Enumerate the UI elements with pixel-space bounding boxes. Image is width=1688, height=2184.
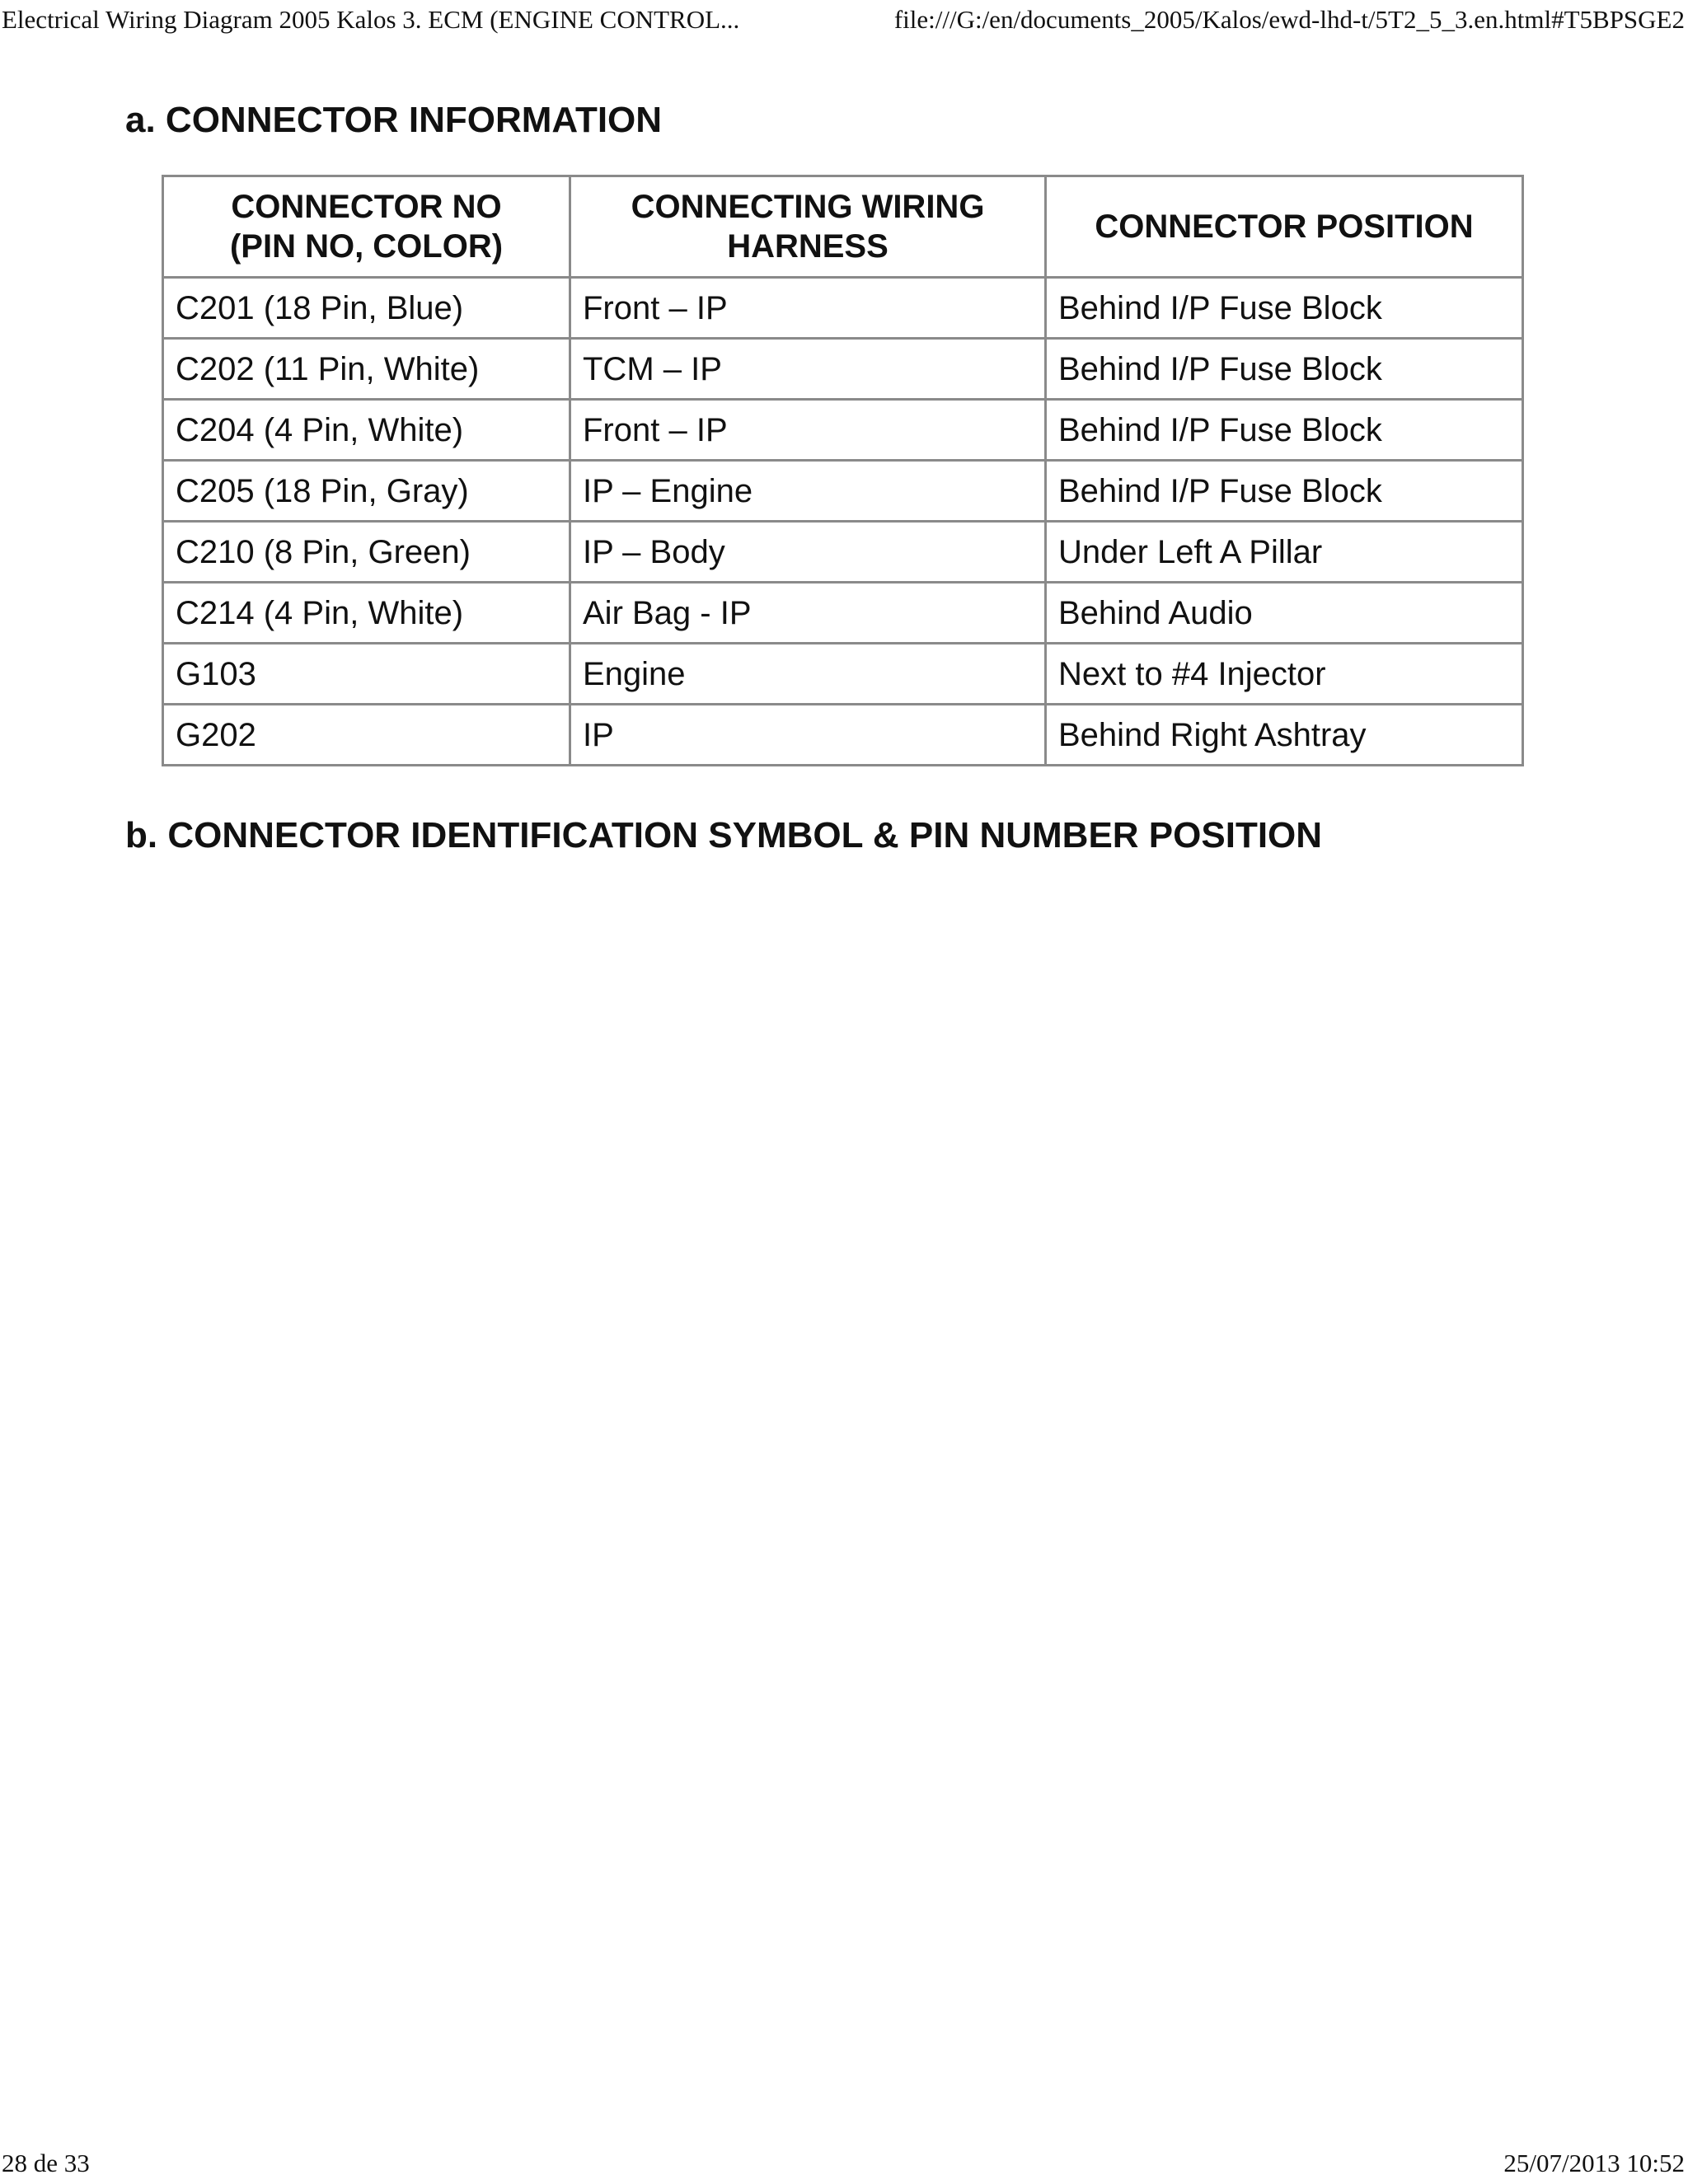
table-body — [163, 278, 1523, 766]
cell-position: Behind I/P Fuse Block — [1046, 461, 1523, 522]
cell-harness: IP – Body — [570, 522, 1046, 583]
table-row — [163, 339, 1523, 400]
column-header-line: CONNECTING WIRING — [631, 189, 985, 225]
cell-connector: C210 (8 Pin, Green) — [163, 522, 570, 583]
table-row — [163, 705, 1523, 766]
cell-position: Behind I/P Fuse Block — [1046, 278, 1523, 339]
cell-harness: IP — [570, 705, 1046, 766]
section-heading-connector-information: a. CONNECTOR INFORMATION — [125, 100, 663, 140]
column-header-connector-no — [163, 176, 570, 278]
cell-position: Behind Audio — [1046, 583, 1523, 644]
cell-position: Under Left A Pillar — [1046, 522, 1523, 583]
print-header-title: Electrical Wiring Diagram 2005 Kalos 3. ECM (ENGINE CONTROL... — [2, 5, 740, 34]
cell-connector: C204 (4 Pin, White) — [163, 400, 570, 461]
cell-connector: G103 — [163, 644, 570, 705]
table-row — [163, 522, 1523, 583]
print-footer — [0, 2147, 1688, 2180]
cell-harness: IP – Engine — [570, 461, 1046, 522]
table-header-row — [163, 176, 1523, 278]
column-header-line: (PIN NO, COLOR) — [229, 228, 504, 265]
connector-information-table — [162, 175, 1524, 766]
section-heading-connector-identification: b. CONNECTOR IDENTIFICATION SYMBOL & PIN NUMBER POSITION — [125, 815, 1323, 855]
cell-connector: C205 (18 Pin, Gray) — [163, 461, 570, 522]
table-row — [163, 461, 1523, 522]
cell-connector: C202 (11 Pin, White) — [163, 339, 570, 400]
table-row — [163, 400, 1523, 461]
cell-position: Behind Right Ashtray — [1046, 705, 1523, 766]
table-row — [163, 583, 1523, 644]
cell-harness: Front – IP — [570, 278, 1046, 339]
table-row — [163, 278, 1523, 339]
table-row — [163, 644, 1523, 705]
cell-position: Behind I/P Fuse Block — [1046, 400, 1523, 461]
cell-harness: TCM – IP — [570, 339, 1046, 400]
column-header-line: HARNESS — [727, 228, 889, 265]
cell-harness: Front – IP — [570, 400, 1046, 461]
cell-connector: C201 (18 Pin, Blue) — [163, 278, 570, 339]
column-header-connecting-harness — [570, 176, 1046, 278]
cell-harness: Engine — [570, 644, 1046, 705]
column-header-connector-position — [1046, 176, 1523, 278]
page-number: 28 de 33 — [2, 2149, 90, 2177]
cell-connector: C214 (4 Pin, White) — [163, 583, 570, 644]
print-header-url: file:///G:/en/documents_2005/Kalos/ewd-lhd-t/5T2_5_3.en.html#T5BPSGE2 — [893, 5, 1685, 34]
print-header — [0, 3, 1688, 36]
cell-harness: Air Bag - IP — [570, 583, 1046, 644]
cell-connector: G202 — [163, 705, 570, 766]
column-header-line: CONNECTOR NO — [231, 189, 502, 225]
cell-position: Next to #4 Injector — [1046, 644, 1523, 705]
print-timestamp: 25/07/2013 10:52 — [1503, 2149, 1685, 2177]
cell-position: Behind I/P Fuse Block — [1046, 339, 1523, 400]
column-header-line: CONNECTOR POSITION — [1095, 209, 1474, 245]
table-header — [163, 176, 1523, 278]
